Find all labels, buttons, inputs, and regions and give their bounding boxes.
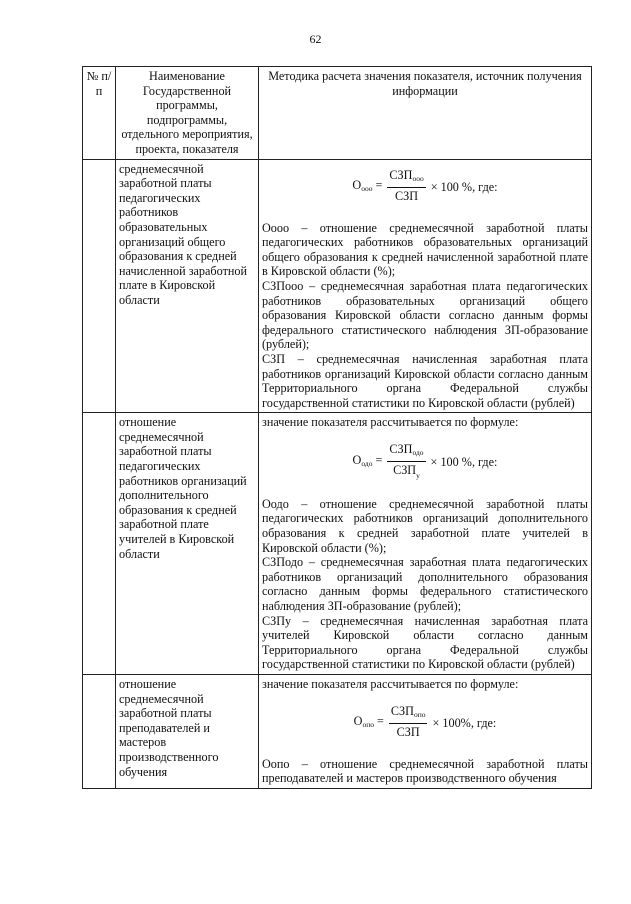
definition-text: Оопо – отношение среднемесячной заработной платы преподавателей и мастеров производственного обучения (262, 756, 588, 786)
method-cell (259, 413, 592, 675)
row-number-cell (83, 675, 116, 789)
table-row (83, 675, 592, 789)
row-number-cell (83, 159, 116, 413)
table-row (83, 159, 592, 413)
formula-fraction: $\frac{СЗП_{опо}}{\text{СЗП}}$ (390, 703, 426, 739)
formula-lhs: $О_{ооо}$ = (352, 177, 383, 193)
formula-intro: значение показателя рассчитывается по формуле: (262, 415, 519, 430)
formula-tail: × 100%, где: (432, 715, 497, 730)
table-header-row (83, 67, 592, 160)
method-cell (259, 159, 592, 413)
formula (262, 442, 588, 483)
formula-lhs: $О_{одо}$ = (352, 453, 383, 469)
indicator-name: отношение среднемесячной заработной платы педагогических работников организаций дополнительного образования к средней заработной плате учителей в Кировской области (116, 413, 259, 675)
definition-text: СЗПодо – среднемесячная заработная плата педагогических работников организаций дополнительного образования согласно данным формы федерального статистического наблюдения ЗП-образование (рублей); (262, 555, 588, 614)
formula-fraction: $\frac{СЗП_{ооо}}{\text{СЗП}}$ (389, 167, 424, 203)
definition-text: Оодо – отношение среднемесячной заработной платы педагогических работников организаций дополнительного образования к средней заработной плате учителей в Кировской области (%); (262, 496, 588, 555)
indicator-table (82, 66, 592, 789)
definition-text: СЗПу – среднемесячная начисленная заработная плата учителей Кировской области согласно данным Территориального органа Федеральной службы государственной статистики по Кировской области (рублей) (262, 613, 588, 672)
formula-tail: × 100 %, где: (430, 455, 498, 470)
page-number: 62 (309, 32, 322, 46)
method-cell (259, 675, 592, 789)
formula-tail: × 100 %, где: (430, 179, 498, 194)
indicator-name: отношение среднемесячной заработной платы преподавателей и мастеров производственного обучения (116, 675, 259, 789)
formula-fraction: $\frac{СЗП_{одо}}{СЗП_у}$ (389, 441, 424, 480)
definition-text: Оооо – отношение среднемесячной заработной платы педагогических работников образовательных организаций общего образования к средней начисленной заработной плате в Кировской области (%); (262, 220, 588, 279)
table-row (83, 413, 592, 675)
row-number-cell (83, 413, 116, 675)
formula-lhs: $О_{опо}$ = (353, 713, 384, 729)
definition-text: СЗП – среднемесячная начисленная заработная плата работников организаций Кировской области согласно данным Территориального органа Федеральной службы государственной статистики по Кировской области (рублей) (262, 351, 588, 410)
indicator-name: среднемесячной заработной платы педагогических работников образовательных организаций общего образования к средней начисленной заработной плате в Кировской области (116, 159, 259, 413)
formula (262, 168, 588, 207)
header-name: Наименование Государственной программы, подпрограммы, отдельного мероприятия, проекта, показателя (116, 67, 259, 160)
formula (262, 704, 588, 743)
header-method: Методика расчета значения показателя, источник получения информации (259, 67, 592, 160)
header-number: № п/п (83, 67, 116, 160)
formula-intro: значение показателя рассчитывается по формуле: (262, 677, 519, 691)
definition-text: СЗПооо – среднемесячная заработная плата педагогических работников образовательных организаций общего образования Кировской области согласно данным формы федерального статистического наблюдения ЗП-образование (рублей); (262, 278, 588, 352)
